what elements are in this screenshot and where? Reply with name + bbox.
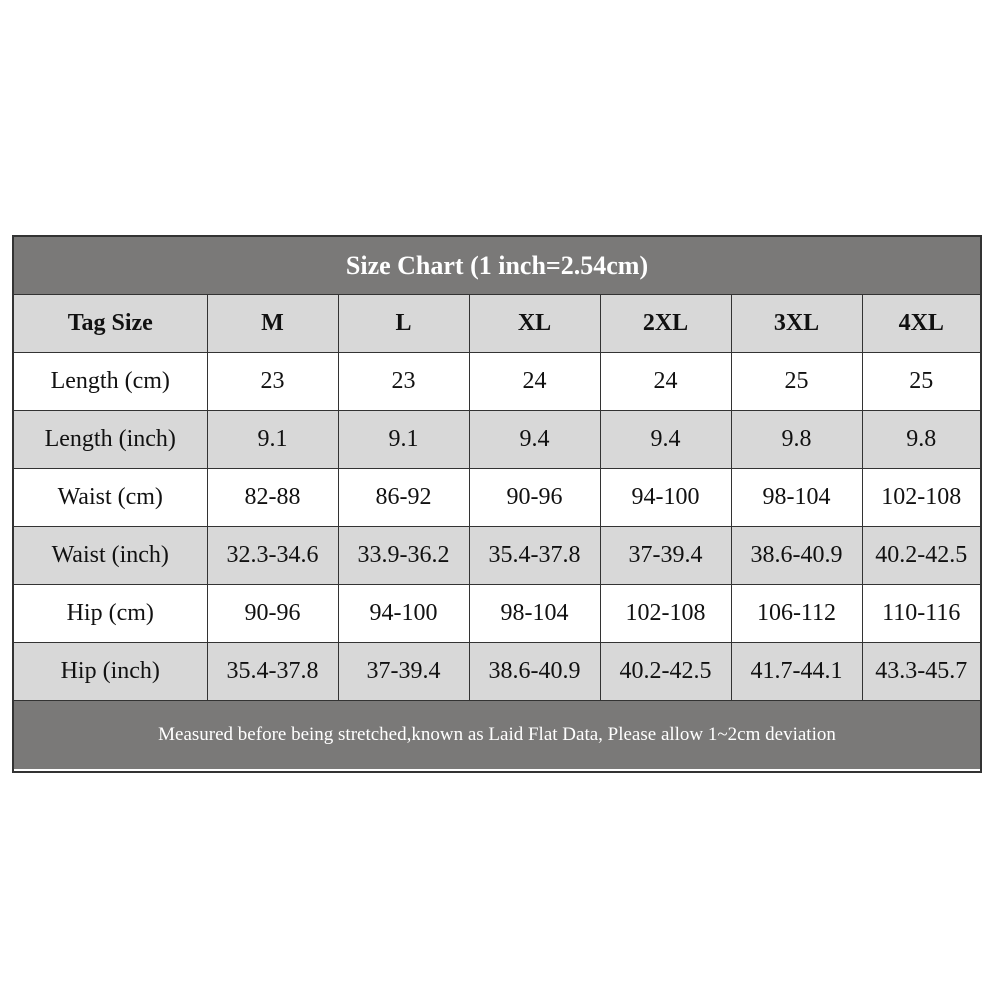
size-header-4xl: 4XL: [862, 295, 980, 353]
header-row: [14, 295, 980, 353]
table-cell: 98-104: [469, 585, 600, 643]
table-cell: 9.4: [469, 411, 600, 469]
size-chart: [12, 235, 982, 773]
row-label: Length (inch): [14, 411, 207, 469]
table-cell: 9.1: [338, 411, 469, 469]
table-cell: 98-104: [731, 469, 862, 527]
table-cell: 25: [862, 353, 980, 411]
table-cell: 23: [338, 353, 469, 411]
tag-size-header: Tag Size: [14, 295, 207, 353]
size-header-m: M: [207, 295, 338, 353]
table-cell: 43.3-45.7: [862, 643, 980, 701]
table-cell: 38.6-40.9: [469, 643, 600, 701]
size-table: [14, 295, 980, 701]
row-label: Waist (cm): [14, 469, 207, 527]
table-row-length-cm: [14, 353, 980, 411]
table-cell: 33.9-36.2: [338, 527, 469, 585]
row-label: Hip (inch): [14, 643, 207, 701]
table-cell: 24: [469, 353, 600, 411]
table-row-waist-cm: [14, 469, 980, 527]
chart-title: Size Chart (1 inch=2.54cm): [14, 237, 980, 295]
table-row-hip-inch: [14, 643, 980, 701]
table-cell: 25: [731, 353, 862, 411]
table-cell: 82-88: [207, 469, 338, 527]
table-cell: 90-96: [207, 585, 338, 643]
table-row-length-inch: [14, 411, 980, 469]
table-row-waist-inch: [14, 527, 980, 585]
table-cell: 94-100: [338, 585, 469, 643]
table-cell: 9.8: [731, 411, 862, 469]
row-label: Length (cm): [14, 353, 207, 411]
table-cell: 41.7-44.1: [731, 643, 862, 701]
table-cell: 94-100: [600, 469, 731, 527]
size-header-3xl: 3XL: [731, 295, 862, 353]
table-cell: 35.4-37.8: [207, 643, 338, 701]
table-cell: 9.4: [600, 411, 731, 469]
table-cell: 86-92: [338, 469, 469, 527]
table-cell: 37-39.4: [600, 527, 731, 585]
table-cell: 90-96: [469, 469, 600, 527]
table-cell: 32.3-34.6: [207, 527, 338, 585]
table-cell: 110-116: [862, 585, 980, 643]
row-label: Hip (cm): [14, 585, 207, 643]
table-cell: 40.2-42.5: [862, 527, 980, 585]
table-cell: 24: [600, 353, 731, 411]
size-header-2xl: 2XL: [600, 295, 731, 353]
table-cell: 9.8: [862, 411, 980, 469]
size-header-l: L: [338, 295, 469, 353]
table-row-hip-cm: [14, 585, 980, 643]
table-cell: 37-39.4: [338, 643, 469, 701]
table-cell: 35.4-37.8: [469, 527, 600, 585]
table-cell: 9.1: [207, 411, 338, 469]
table-cell: 106-112: [731, 585, 862, 643]
table-cell: 38.6-40.9: [731, 527, 862, 585]
size-header-xl: XL: [469, 295, 600, 353]
table-cell: 40.2-42.5: [600, 643, 731, 701]
table-cell: 102-108: [862, 469, 980, 527]
row-label: Waist (inch): [14, 527, 207, 585]
table-cell: 102-108: [600, 585, 731, 643]
chart-footer-note: Measured before being stretched,known as Laid Flat Data, Please allow 1~2cm deviation: [14, 701, 980, 769]
table-cell: 23: [207, 353, 338, 411]
